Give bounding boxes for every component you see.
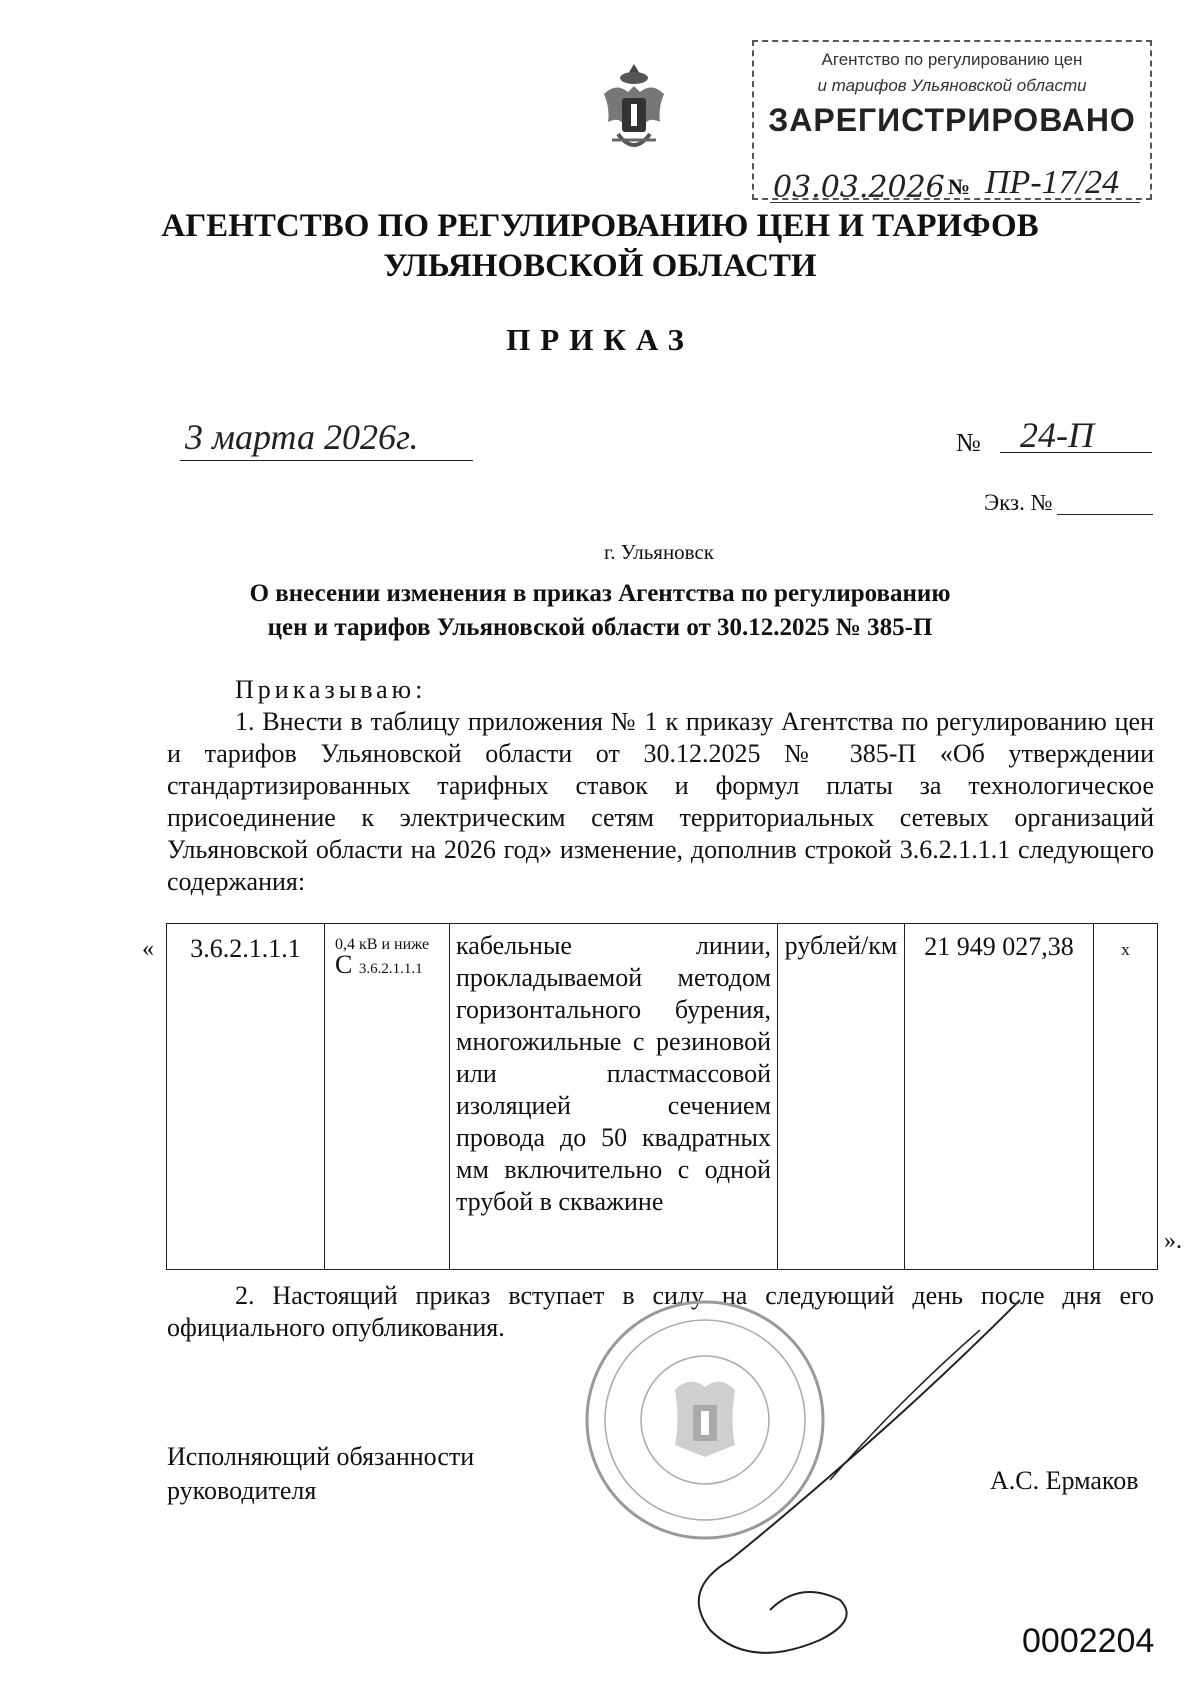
signatory-title: Исполняющий обязанности руководителя <box>167 1442 475 1505</box>
document-serial-number: 0002204 <box>1022 1622 1155 1660</box>
subject-line1: О внесении изменения в приказ Агентства по регулированию <box>249 580 951 607</box>
rate-symbol-letter: С <box>335 950 353 979</box>
handwritten-date: 3 марта 2026г. <box>185 417 419 457</box>
stamp-agency-line2: и тарифов Ульяновской области <box>817 76 1087 95</box>
voltage-level: 0,4 кВ и ниже <box>335 936 430 953</box>
quote-open: « <box>142 936 154 962</box>
amendment-table <box>166 923 1158 1270</box>
cell-code: 3.6.2.1.1.1 <box>167 924 325 1270</box>
order-word: Приказываю: <box>235 675 427 704</box>
paragraph-2: 2. Настоящий приказ вступает в силу на следующий день после дня его официального опубликования. <box>167 1281 1154 1342</box>
stamp-status: ЗАРЕГИСТРИРОВАНО <box>768 102 1136 138</box>
paragraph-1: 1. Внести в таблицу приложения № 1 к приказу Агентства по регулированию цен и тарифов Ульяновской области от 30.12.2025 № 385-П «Об утверждении стандартизированных тарифных ставок и формул платы за технологическое присоединение к электрическим сетям территориальных сетевых организаций Ульяновской области на 2026 год» изменение, дополнив строкой 3.6.2.1.1.1 следующего содержания: <box>167 707 1154 896</box>
cell-description: кабельные линии, прокладываемой методом горизонтального бурения, многожильные с резиновой или пластмассовой изоляцией сечением провода до 50 квадратных мм включительно с одной трубой в скважине <box>450 924 778 1270</box>
org-name-line1: АГЕНТСТВО ПО РЕГУЛИРОВАНИЮ ЦЕН И ТАРИФОВ <box>161 208 1039 244</box>
cell-unit: рублей/км <box>778 924 905 1270</box>
date-underline <box>180 460 473 461</box>
copy-number-line <box>1057 514 1153 515</box>
signatory-name: А.С. Ермаков <box>990 1466 1139 1495</box>
handwritten-number: 24-П <box>1020 415 1094 455</box>
org-name-line2: УЛЬЯНОВСКОЙ ОБЛАСТИ <box>383 248 817 284</box>
number-label: № <box>956 428 981 457</box>
cell-voltage <box>325 924 450 1270</box>
rate-symbol-subscript: 3.6.2.1.1.1 <box>358 961 423 977</box>
stamp-underline <box>770 202 1140 203</box>
quote-close: ». <box>1164 1228 1182 1254</box>
table-row <box>167 924 1158 1270</box>
cell-value: 21 949 027,38 <box>905 924 1094 1270</box>
cell-extra: x <box>1094 924 1158 1270</box>
stamp-date: 03.03.2026 <box>773 170 945 205</box>
number-underline <box>1000 452 1152 453</box>
subject-line2: цен и тарифов Ульяновской области от 30.12.2025 № 385-П <box>267 614 933 641</box>
stamp-number: ПР-17/24 <box>985 164 1120 201</box>
rate-symbol <box>325 950 449 980</box>
copy-number-label: Экз. № <box>984 490 1053 515</box>
city: г. Ульяновск <box>603 540 714 564</box>
stamp-number-label: № <box>948 174 971 199</box>
document-type: ПРИКАЗ <box>506 322 694 357</box>
stamp-agency-line1: Агентство по регулированию цен <box>821 50 1083 69</box>
coat-of-arms-emblem <box>598 60 670 160</box>
